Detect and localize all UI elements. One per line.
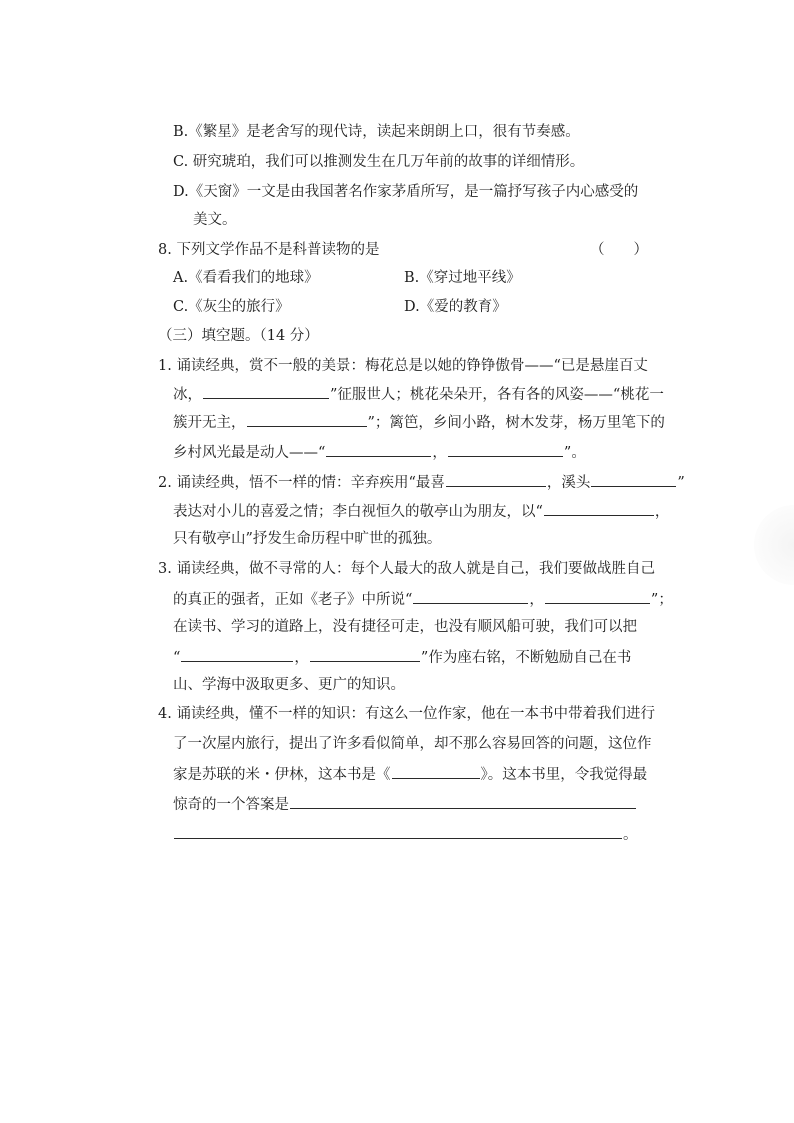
q7-option-d-line2: 美文。 [193,212,237,228]
q7-option-d-line1: D.《天窗》一文是由我国著名作家茅盾所写，是一篇抒写孩子内心感受的 [173,184,639,200]
q2-line1-text-b: ，溪头 [546,475,591,491]
q2-blank-1[interactable] [446,472,546,487]
q8-option-d: D.《爱的教育》 [404,299,507,315]
q4-line3 [173,764,647,785]
q4-line5-text: 。 [623,827,638,843]
q1-line2 [173,384,664,405]
q4-line2: 了一次屋内旅行，提出了许多看似简单，却不那么容易回答的问题，这位作 [173,736,652,752]
q1-blank-2[interactable] [247,412,367,427]
q2-line1 [158,472,685,493]
q1-line4-text-a: 乡村风光最是动人——“ [173,445,326,461]
q4-line4 [173,794,637,815]
q2-line2-text-a: 表达对小儿的喜爱之情；李白视恒久的敬亭山为朋友，以“ [173,504,543,520]
q1-line3-text-a: 簇开无主， [173,415,246,431]
q8-stem: 8. 下列文学作品不是科普读物的是 [158,242,380,258]
q1-blank-3[interactable] [326,442,431,457]
q4-line5 [173,824,638,845]
q2-line3: 只有敬亭山”抒发生命历程中旷世的孤独。 [173,531,442,547]
q3-line5: 山、学海中汲取更多、更广的知识。 [173,677,405,693]
q3-blank-3[interactable] [181,647,293,662]
q3-line1: 3. 诵读经典，做不寻常的人：每个人最大的敌人就是自己，我们要做战胜自己 [158,561,655,577]
q2-line2 [173,501,669,522]
q4-blank-book-title[interactable] [392,764,480,779]
q8-option-c: C.《灰尘的旅行》 [173,299,290,315]
q3-blank-2[interactable] [545,589,650,604]
scan-shadow [754,505,794,585]
q4-line3-text-b: 》。这本书里，令我觉得最 [480,767,648,783]
q1-line2-text-a: 冰， [173,387,202,403]
q1-blank-4[interactable] [448,442,563,457]
q3-line2-text-a: 的真正的强者，正如《老子》中所说“ [173,592,413,608]
q4-blank-answer-2[interactable] [174,824,622,839]
q4-line3-text-a: 家是苏联的米・伊林，这本书是《 [173,767,391,783]
q1-line3-text-b: ”；篱笆，乡间小路，树木发芽，杨万里笔下的 [367,415,665,431]
q3-blank-1[interactable] [413,589,528,604]
q1-line1: 1. 诵读经典，赏不一般的美景：梅花总是以她的铮铮傲骨——“已是悬崖百丈 [158,358,648,374]
q1-line4 [173,442,586,463]
q4-blank-answer-1[interactable] [290,794,636,809]
q2-line2-text-b: ， [654,504,670,520]
q7-option-b: B.《繁星》是老舍写的现代诗，读起来朗朗上口，很有节奏感。 [173,124,580,140]
q3-line2 [173,589,673,610]
q4-line1: 4. 诵读经典，懂不一样的知识：有这么一位作家，他在一本书中带着我们进行 [158,706,655,722]
q1-line3 [173,412,665,433]
q3-line4-text-a: “ [173,650,181,666]
q3-line4 [173,647,631,668]
q1-line2-text-b: ”征服世人；桃花朵朵开，各有各的风姿——“桃花一 [330,387,664,403]
q3-blank-4[interactable] [310,647,420,662]
q2-line1-text-a: 2. 诵读经典，悟不一样的情：辛弃疾用“最喜 [158,475,445,491]
q3-line3: 在读书、学习的道路上，没有捷径可走，也没有顺风船可驶，我们可以把 [173,619,637,635]
q3-line4-text-b: ， [294,650,309,666]
q3-line2-text-b: ， [529,592,544,608]
section3-title: （三）填空题。（14 分） [158,328,319,344]
q2-line1-text-c: ” [677,475,685,491]
q7-option-c: C. 研究琥珀，我们可以推测发生在几万年前的故事的详细情形。 [173,154,585,170]
q3-line4-text-c: ”作为座右铭，不断勉励自己在书 [420,650,632,666]
q8-option-a: A.《看看我们的地球》 [173,270,319,286]
q3-line2-text-c: ”； [650,592,673,608]
q8-answer-paren[interactable]: （ ） [590,242,648,258]
q2-blank-3[interactable] [544,501,654,516]
q4-line4-text: 惊奇的一个答案是 [173,797,289,813]
q2-blank-2[interactable] [591,472,676,487]
q1-blank-1[interactable] [203,384,329,399]
q8-option-b: B.《穿过地平线》 [404,270,521,286]
q1-line4-text-c: ”。 [563,445,586,461]
q1-line4-text-b: ， [432,445,447,461]
